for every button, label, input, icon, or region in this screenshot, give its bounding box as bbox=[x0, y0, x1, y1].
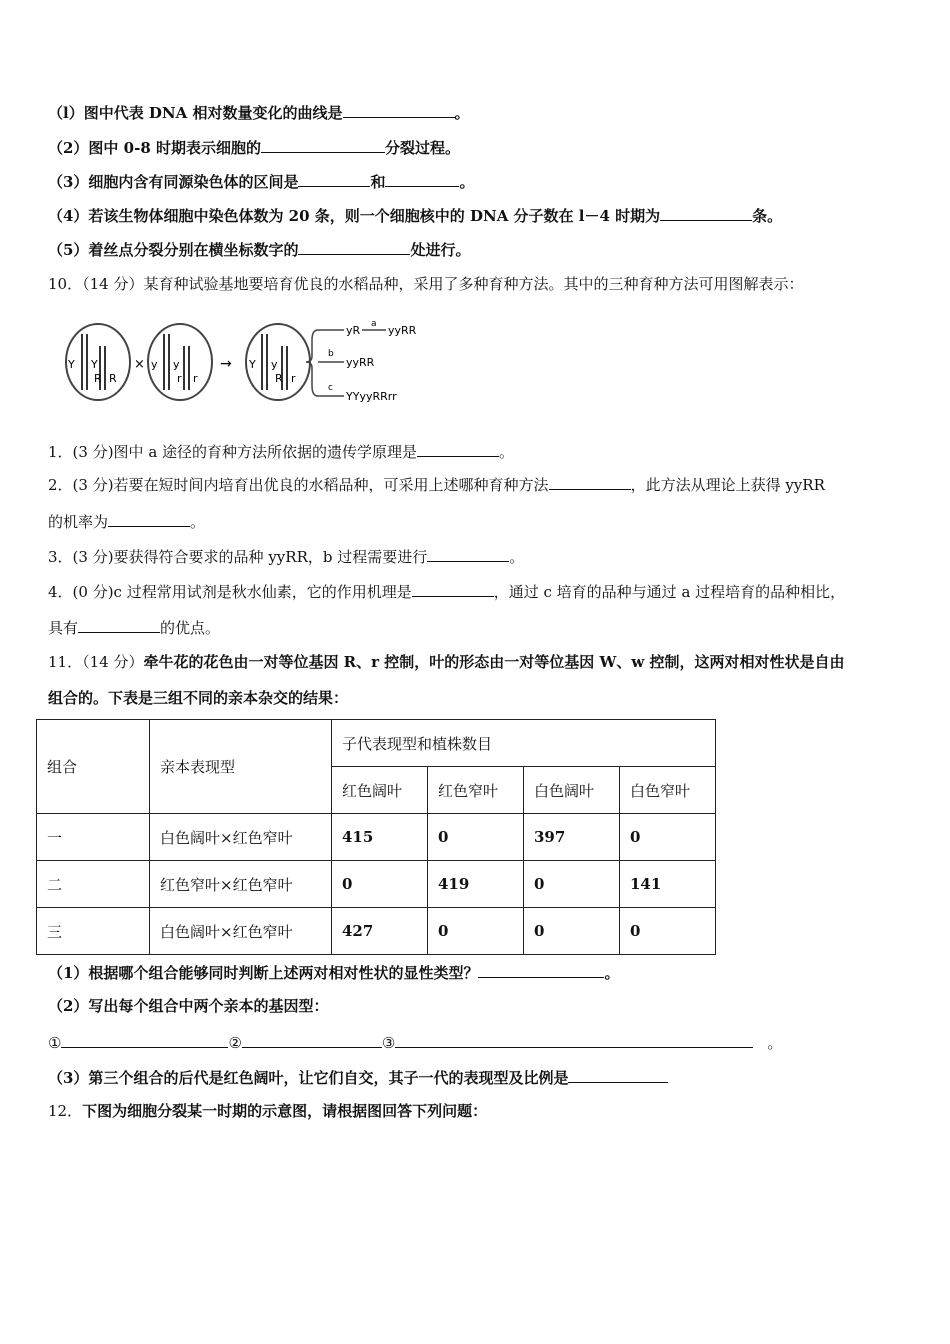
q10-sub1-text: 1．(3 分)图中 a 途径的育种方法所依据的遗传学原理是 bbox=[48, 443, 418, 461]
cell1-gene-left: Y bbox=[68, 358, 75, 371]
header-offspring: 子代表现型和植株数目 bbox=[332, 720, 716, 767]
arrow-symbol: → bbox=[220, 356, 232, 372]
cell-value: 397 bbox=[524, 814, 620, 861]
results-table bbox=[36, 719, 716, 955]
cell-parent: 白色阔叶×红色窄叶 bbox=[150, 908, 332, 955]
answer-end: 。 bbox=[767, 1034, 783, 1052]
answer-blank[interactable] bbox=[343, 102, 455, 118]
cell2-gene-right2: r bbox=[193, 372, 198, 385]
answer-blank[interactable] bbox=[549, 474, 631, 490]
cell1-gene-left2: Y bbox=[91, 358, 98, 371]
answer-blank[interactable] bbox=[61, 1032, 228, 1048]
path-a-label: a bbox=[371, 319, 377, 329]
q11-intro bbox=[48, 652, 844, 672]
cell-group: 三 bbox=[37, 908, 150, 955]
q9-part2-end: 分裂过程。 bbox=[384, 139, 460, 157]
q9-part1 bbox=[48, 102, 470, 123]
cell1-gene-right2: R bbox=[109, 372, 117, 385]
q12-intro bbox=[48, 1101, 487, 1121]
q10-sub4-cont-end: 的优点。 bbox=[160, 619, 221, 637]
parent-cell-2 bbox=[148, 324, 212, 400]
table-row bbox=[37, 814, 716, 861]
q10-sub2-cont bbox=[48, 511, 205, 532]
cell-value: 0 bbox=[332, 861, 428, 908]
q10-sub4-text: 4．(0 分)c 过程常用试剂是秋水仙素，它的作用机理是 bbox=[48, 583, 412, 601]
answer-blank[interactable] bbox=[660, 205, 752, 221]
breeding-diagram bbox=[60, 316, 420, 406]
cell3-gene-left2: y bbox=[271, 358, 278, 371]
cell-group: 一 bbox=[37, 814, 150, 861]
answer-blank[interactable] bbox=[108, 511, 190, 527]
q9-part3-text: （3）细胞内含有同源染色体的区间是 bbox=[48, 173, 299, 191]
path-c-label: c bbox=[328, 383, 333, 393]
answer-blank[interactable] bbox=[417, 441, 499, 457]
q11-part1-text: （1）根据哪个组合能够同时判断上述两对相对性状的显性类型？ bbox=[48, 964, 479, 982]
sub-header: 白色窄叶 bbox=[620, 767, 716, 814]
cell-value: 0 bbox=[428, 814, 524, 861]
sub-header: 红色窄叶 bbox=[428, 767, 524, 814]
answer-blank[interactable] bbox=[242, 1032, 382, 1048]
cell-group: 二 bbox=[37, 861, 150, 908]
path-b-label: b bbox=[328, 349, 334, 359]
cell3-gene-right2: r bbox=[291, 372, 296, 385]
q10-sub3-text: 3．(3 分)要获得符合要求的品种 yyRR，b 过程需要进行 bbox=[48, 548, 428, 566]
q11-part3 bbox=[48, 1067, 668, 1088]
q10-sub4-cont-text: 具有 bbox=[48, 619, 79, 637]
q10-sub2-end: ，此方法从理论上获得 yyRR bbox=[630, 476, 825, 494]
q9-part4-text: （4）若该生物体细胞中染色体数为 20 条，则一个细胞核中的 DNA 分子数在 l－4 时期为 bbox=[48, 207, 661, 225]
q10-sub4-cont bbox=[48, 617, 220, 638]
q10-sub2-cont-end: 。 bbox=[190, 513, 206, 531]
circled-1: ① bbox=[48, 1034, 62, 1052]
path-a-end: yyRR bbox=[388, 324, 417, 337]
q9-part5-end: 处进行。 bbox=[410, 241, 471, 259]
cell-value: 0 bbox=[620, 908, 716, 955]
cell-value: 0 bbox=[524, 908, 620, 955]
path-a-mid: yR bbox=[346, 324, 361, 337]
q11-part1-end: 。 bbox=[604, 964, 620, 982]
table-row bbox=[37, 861, 716, 908]
q9-part4-end: 条。 bbox=[752, 207, 783, 225]
q12-number: 12． bbox=[48, 1102, 83, 1120]
cell2-gene-left2: y bbox=[173, 358, 180, 371]
cell-value: 0 bbox=[524, 861, 620, 908]
q9-part1-end: 。 bbox=[454, 104, 470, 122]
q9-part1-text: （l）图中代表 DNA 相对数量变化的曲线是 bbox=[48, 104, 343, 122]
sub-header: 红色阔叶 bbox=[332, 767, 428, 814]
q10-sub4-mid: ，通过 c 培育的品种与通过 a 过程培育的品种相比， bbox=[493, 583, 846, 601]
q11-part3-text: （3）第三个组合的后代是红色阔叶，让它们自交，其子一代的表现型及比例是 bbox=[48, 1069, 569, 1087]
cross-symbol: × bbox=[134, 357, 145, 372]
q10-intro: 10．（14 分）某育种试验基地要培育优良的水稻品种，采用了多种育种方法。其中的三种育种方法可用图解表示： bbox=[48, 275, 804, 293]
parent-cell-1 bbox=[66, 324, 130, 400]
cell-value: 415 bbox=[332, 814, 428, 861]
q10-sub2-cont-text: 的机率为 bbox=[48, 513, 109, 531]
cell-parent: 白色阔叶×红色窄叶 bbox=[150, 814, 332, 861]
cell-value: 141 bbox=[620, 861, 716, 908]
q9-part2-text: （2）图中 0-8 时期表示细胞的 bbox=[48, 139, 261, 157]
cell-value: 0 bbox=[428, 908, 524, 955]
path-b-end: yyRR bbox=[346, 356, 375, 369]
q10-sub3-end: 。 bbox=[509, 548, 525, 566]
answer-blank[interactable] bbox=[412, 581, 494, 597]
cell-parent: 红色窄叶×红色窄叶 bbox=[150, 861, 332, 908]
q11-intro-cont: 组合的。下表是三组不同的亲本杂交的结果： bbox=[48, 689, 349, 707]
answer-blank[interactable] bbox=[298, 239, 410, 255]
q11-answers bbox=[48, 1032, 782, 1053]
cell1-gene-right: R bbox=[94, 372, 102, 385]
table-row bbox=[37, 908, 716, 955]
circled-3: ③ bbox=[381, 1034, 396, 1052]
answer-blank[interactable] bbox=[261, 137, 385, 153]
q12-text: 下图为细胞分裂某一时期的示意图，请根据图回答下列问题： bbox=[82, 1102, 488, 1120]
q10-sub1-end: 。 bbox=[499, 443, 515, 461]
path-c-end: YYyyRRrr bbox=[346, 390, 397, 403]
q10-sub2 bbox=[48, 474, 825, 495]
cell-value: 427 bbox=[332, 908, 428, 955]
answer-blank[interactable] bbox=[427, 546, 509, 562]
cell-value: 0 bbox=[620, 814, 716, 861]
answer-blank[interactable] bbox=[298, 171, 370, 187]
q10-sub2-text: 2．(3 分)若要在短时间内培育出优良的水稻品种，可采用上述哪种育种方法 bbox=[48, 476, 549, 494]
q9-part5 bbox=[48, 239, 470, 260]
cell3-gene-right: R bbox=[275, 372, 283, 385]
sub-header: 白色阔叶 bbox=[524, 767, 620, 814]
header-parent: 亲本表现型 bbox=[150, 720, 332, 814]
q9-part3-mid: 和 bbox=[370, 173, 386, 191]
q11-intro-text: 牵牛花的花色由一对等位基因 R、r 控制，叶的形态由一对等位基因 W、w 控制，这两对相对性状是自由 bbox=[143, 653, 845, 671]
q9-part3-end: 。 bbox=[459, 173, 475, 191]
cell3-gene-left: Y bbox=[249, 358, 256, 371]
q9-part3 bbox=[48, 171, 474, 192]
cell-value: 419 bbox=[428, 861, 524, 908]
answer-blank[interactable] bbox=[568, 1067, 668, 1083]
q10-sub3 bbox=[48, 546, 524, 567]
answer-blank[interactable] bbox=[395, 1032, 753, 1048]
answer-blank[interactable] bbox=[385, 171, 459, 187]
q11-part2: （2）写出每个组合中两个亲本的基因型： bbox=[48, 997, 329, 1015]
q10-sub1 bbox=[48, 441, 514, 462]
q11-number: 11．（14 分） bbox=[48, 653, 144, 671]
header-group: 组合 bbox=[37, 720, 150, 814]
q9-part5-text: （5）着丝点分裂分别在横坐标数字的 bbox=[48, 241, 299, 259]
q9-part4 bbox=[48, 205, 782, 226]
q9-part2 bbox=[48, 137, 460, 158]
q11-part1 bbox=[48, 962, 619, 983]
cell2-gene-left: y bbox=[151, 358, 158, 371]
circled-2: ② bbox=[228, 1034, 242, 1052]
answer-blank[interactable] bbox=[78, 617, 160, 633]
q10-sub4 bbox=[48, 581, 845, 602]
cell2-gene-right: r bbox=[177, 372, 182, 385]
answer-blank[interactable] bbox=[478, 962, 604, 978]
